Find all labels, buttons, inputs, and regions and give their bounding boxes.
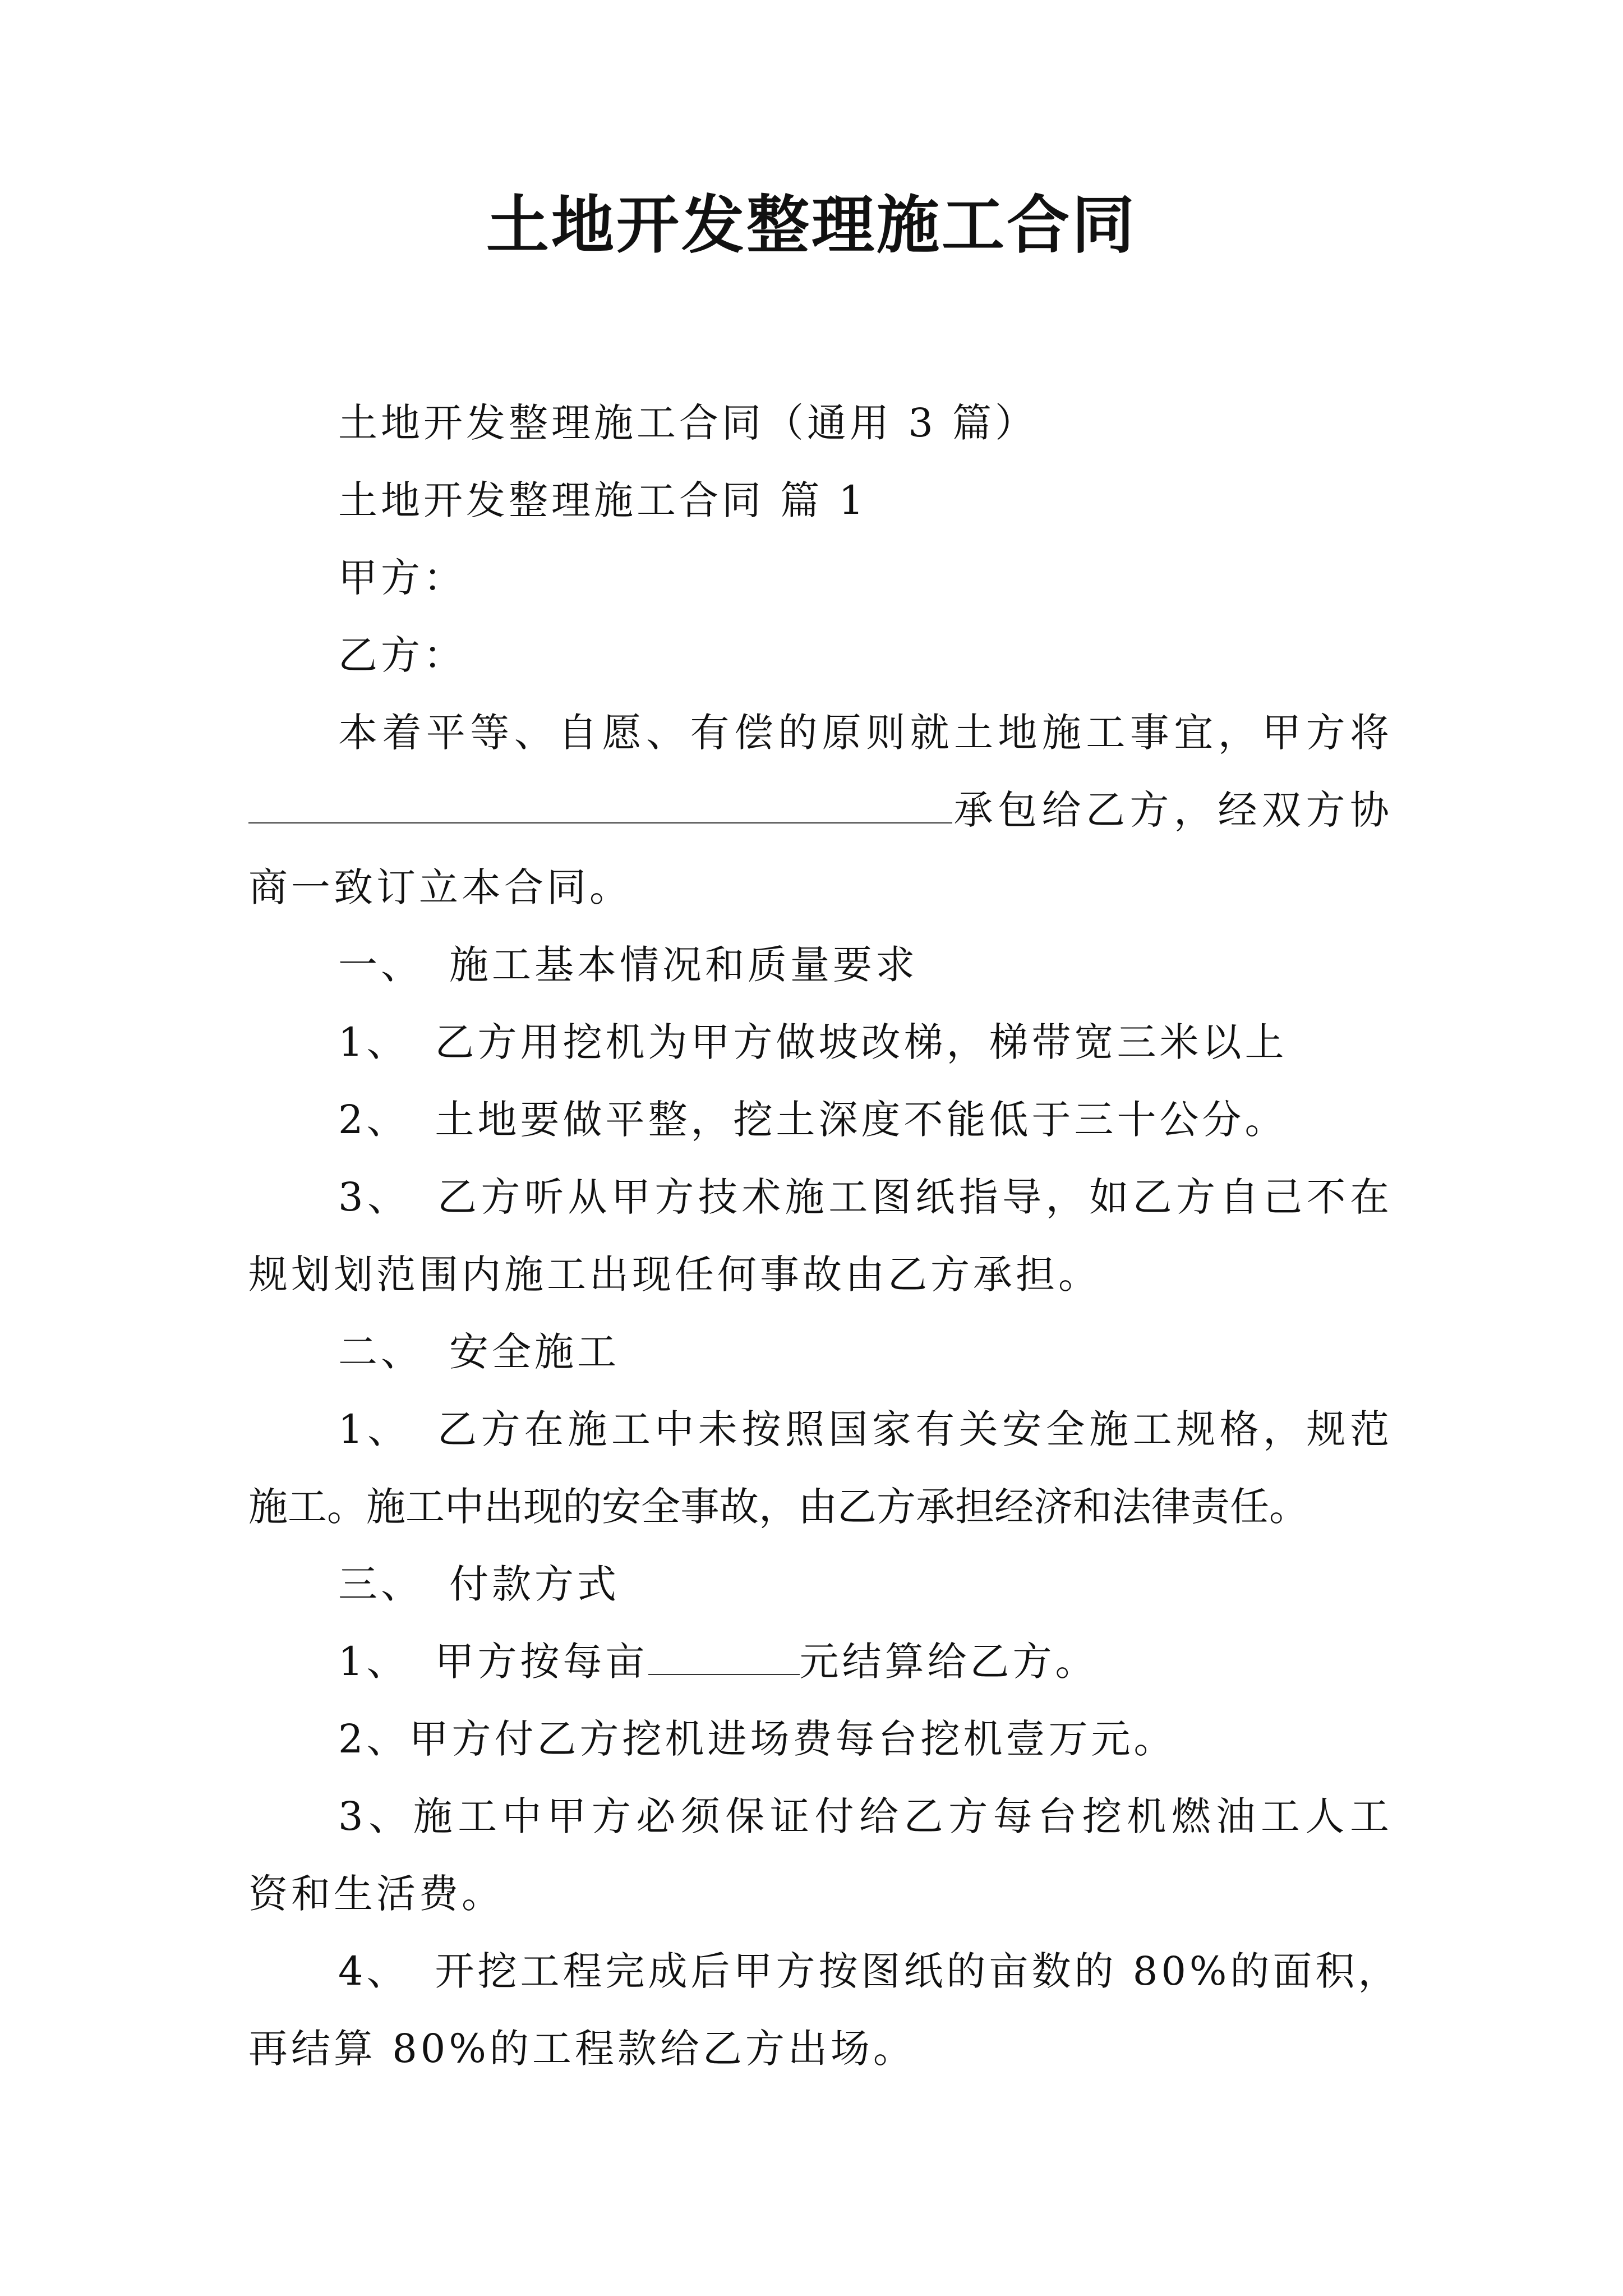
section-1-title: 施工基本情况和质量要求 — [449, 942, 918, 988]
section-3-heading — [248, 1545, 1393, 1623]
section-3-item-3-line-1: 3、施工中甲方必须保证付给乙方每台挖机燃油工人工 — [338, 1793, 1393, 1839]
document-title: 土地开发整理施工合同 — [486, 188, 1137, 262]
document-body — [248, 384, 1401, 2087]
section-3-item-4-line-1 — [248, 1932, 1401, 2010]
section-1-heading — [248, 926, 1393, 1004]
item-number: 4、 — [338, 1948, 409, 1994]
item-number: 3、 — [338, 1174, 411, 1220]
item-number: 1、 — [338, 1639, 409, 1685]
item-text: 土地要做平整，挖土深度不能低于三十公分。 — [435, 1097, 1288, 1143]
item-number: 1、 — [338, 1019, 409, 1065]
section-2-title: 安全施工 — [449, 1329, 620, 1375]
section-3-item-1 — [248, 1623, 1393, 1700]
section-1-item-3-line-1 — [248, 1158, 1393, 1236]
section-1-item-2 — [248, 1081, 1393, 1158]
intro-line-2 — [248, 771, 1393, 849]
section-3-number: 三、 — [338, 1561, 423, 1607]
section-3-item-2: 2、甲方付乙方挖机进场费每台挖机壹万元。 — [338, 1716, 1177, 1762]
section-1-number: 一、 — [338, 942, 423, 988]
item-number: 1、 — [338, 1406, 411, 1452]
section-1-item-1 — [248, 1004, 1393, 1081]
item-text-after-blank: 元结算给乙方。 — [799, 1639, 1098, 1685]
section-heading: 土地开发整理施工合同 篇 1 — [338, 477, 868, 523]
intro-line-3: 商一致订立本合同。 — [248, 864, 632, 910]
item-text: 乙方用挖机为甲方做坡改梯，梯带宽三米以上 — [435, 1019, 1288, 1065]
section-3-item-3-line-2: 资和生活费。 — [248, 1871, 504, 1917]
item-text: 甲方按每亩 — [435, 1639, 648, 1685]
item-text: 开挖工程完成后甲方按图纸的亩数的 80%的面积， — [435, 1948, 1401, 1994]
section-2-item-1-line-2: 施工。施工中出现的安全事故，由乙方承担经济和法律责任。 — [248, 1484, 1308, 1530]
project-blank-field — [248, 790, 952, 823]
item-number: 2、 — [338, 1097, 409, 1143]
section-1-item-3-line-2: 规划划范围内施工出现任何事故由乙方承担。 — [248, 1251, 1101, 1297]
section-2-heading — [248, 1313, 1393, 1391]
document-subtitle: 土地开发整理施工合同（通用 3 篇） — [338, 400, 1038, 446]
item-text: 乙方在施工中未按照国家有关安全施工规格，规范 — [436, 1406, 1393, 1452]
section-3-item-4-line-2: 再结算 80%的工程款给乙方出场。 — [248, 2026, 916, 2072]
intro-line-1: 本着平等、自愿、有偿的原则就土地施工事宜，甲方将 — [338, 710, 1393, 756]
price-blank-field — [648, 1641, 800, 1675]
item-text: 乙方听从甲方技术施工图纸指导，如乙方自己不在 — [436, 1174, 1393, 1220]
party-a-label: 甲方： — [338, 555, 466, 601]
party-b-label: 乙方： — [338, 632, 466, 678]
section-2-number: 二、 — [338, 1329, 423, 1375]
intro-line-2-text: 承包给乙方，经双方协 — [952, 787, 1393, 833]
section-3-title: 付款方式 — [449, 1561, 620, 1607]
section-2-item-1-line-1 — [248, 1391, 1393, 1468]
